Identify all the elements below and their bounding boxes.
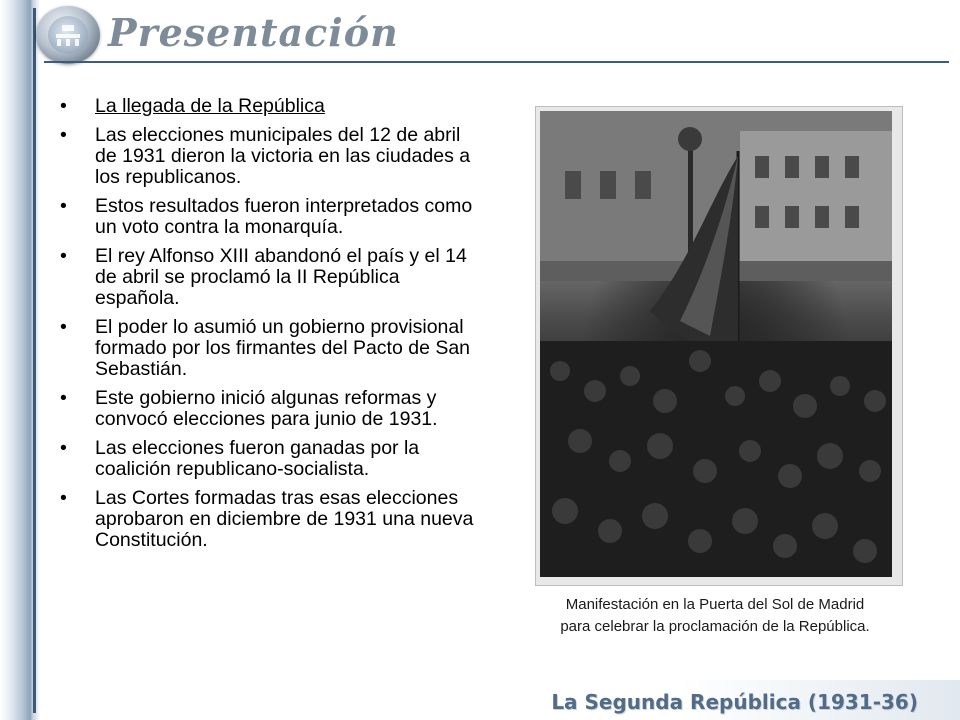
caption-line: para celebrar la proclamación de la República. <box>560 618 870 635</box>
bullet-list <box>60 96 480 551</box>
list-item <box>60 488 480 551</box>
footer-title: La Segunda República (1931-36) <box>551 690 918 714</box>
bullet-icon: • <box>60 316 67 338</box>
bullet-icon: • <box>60 245 67 267</box>
list-item-text: Las elecciones municipales del 12 de abril de 1931 dieron la victoria en las ciudades a los republicanos. <box>95 124 471 188</box>
list-item-heading: La llegada de la República <box>95 95 325 117</box>
list-item <box>60 388 480 430</box>
list-item-text: Las elecciones fueron ganadas por la coalición republicano-socialista. <box>95 437 420 480</box>
historical-photo <box>540 111 892 577</box>
bullet-icon: • <box>60 487 67 509</box>
left-decorative-bar <box>0 0 40 720</box>
list-item-text: El rey Alfonso XIII abandonó el país y el 14 de abril se proclamó la II República española. <box>95 245 467 309</box>
list-item <box>60 96 480 117</box>
photo-frame <box>535 106 903 586</box>
list-item-text: Las Cortes formadas tras esas elecciones aprobaron en diciembre de 1931 una nueva Constitución. <box>95 487 474 551</box>
bullet-list-area <box>60 96 480 559</box>
list-item-text: El poder lo asumió un gobierno provisional formado por los firmantes del Pacto de San Sebastián. <box>95 316 471 380</box>
bullet-icon: • <box>60 437 67 459</box>
bullet-icon: • <box>60 387 67 409</box>
photo-caption <box>505 594 925 638</box>
title-divider <box>44 61 949 63</box>
list-item-text: Estos resultados fueron interpretados como un voto contra la monarquía. <box>95 195 473 238</box>
list-item <box>60 125 480 188</box>
list-item <box>60 246 480 309</box>
bullet-icon: • <box>60 124 67 146</box>
slide-title: Presentación <box>108 10 399 55</box>
bullet-icon: • <box>60 195 67 217</box>
photo-illustration <box>540 111 892 577</box>
bullet-icon: • <box>60 95 67 117</box>
list-item <box>60 438 480 480</box>
list-item <box>60 196 480 238</box>
logo-icon <box>36 6 100 64</box>
caption-line: Manifestación en la Puerta del Sol de Madrid <box>565 596 865 613</box>
list-item <box>60 317 480 380</box>
list-item-text: Este gobierno inició algunas reformas y convocó elecciones para junio de 1931. <box>95 387 438 430</box>
